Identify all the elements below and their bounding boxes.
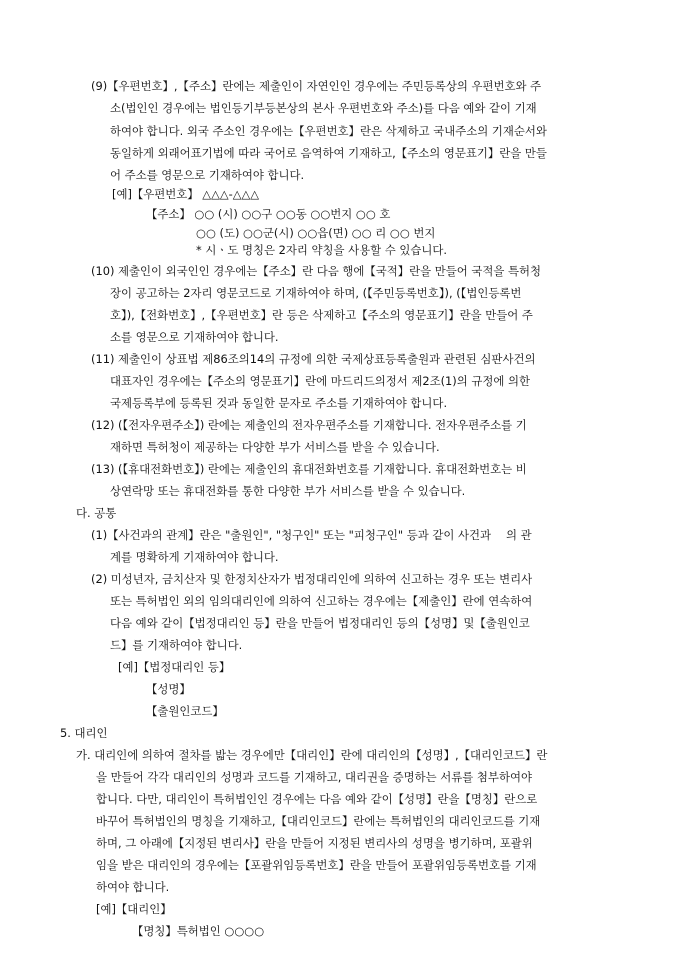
text-line: 합니다. 다만, 대리인이 특허법인인 경우에는 다음 예와 같이【성명】란을【명칭】란으로 xyxy=(96,792,538,806)
text-line: 하여야 합니다. 외국 주소인 경우에는【우편번호】란은 삭제하고 국내주소의 기재순서와 xyxy=(110,124,547,138)
text-line: (12) (【전자우편주소】) 란에는 제출인의 전자우편주소를 기재합니다. 전자우편주소를 기 xyxy=(91,418,527,432)
text-line: (11) 제출인이 상표법 제86조의14의 규정에 의한 국제상표등록출원과 관련된 심판사건의 xyxy=(91,352,536,366)
text-line: ○○ (도) ○○군(시) ○○읍(면) ○○ 리 ○○ 번지 xyxy=(196,226,436,240)
text-line: 을 만들어 각각 대리인의 성명과 코드를 기재하고, 대리권을 증명하는 서류를 첨부하여야 xyxy=(96,770,532,784)
text-line: 다음 예와 같이【법정대리인 등】란을 만들어 법정대리인 등의【성명】및【출원인코 xyxy=(110,616,530,630)
text-line: * 시ㆍ도 명칭은 2자리 약칭을 사용할 수 있습니다. xyxy=(196,243,447,257)
text-line: (10) 제출인이 외국인인 경우에는【주소】란 다음 행에【국적】란을 만들어 국적을 특허청 xyxy=(91,264,542,278)
text-line: 재하면 특허청이 제공하는 다양한 부가 서비스를 받을 수 있습니다. xyxy=(110,440,440,454)
text-line: 다. 공통 xyxy=(76,506,117,520)
text-line: 【명칭】특허법인 ○○○○ xyxy=(132,924,265,938)
text-line: 5. 대리인 xyxy=(60,726,108,740)
text-line: 계를 명확하게 기재하여야 합니다. xyxy=(110,550,279,564)
text-line: (2) 미성년자, 금치산자 및 한정치산자가 법정대리인에 의하여 신고하는 경우 또는 변리사 xyxy=(91,572,533,586)
text-line: 또는 특허법인 외의 임의대리인에 의하여 신고하는 경우에는【제출인】란에 연속하여 xyxy=(110,594,533,608)
text-line: [예]【우편번호】 △△△-△△△ xyxy=(112,187,259,201)
text-line: (1)【사건과의 관계】란은 "출원인", "청구인" 또는 "피청구인" 등과 같이 사건과 의 관 xyxy=(91,528,532,542)
text-line: 하며, 그 아래에【지정된 변리사】란을 만들어 지정된 변리사의 성명을 병기하며, 포괄위 xyxy=(96,836,533,850)
text-line: 소(법인인 경우에는 법인등기부등본상의 본사 우편번호와 주소)를 다음 예와 같이 기재 xyxy=(110,101,537,115)
text-line: 어 주소를 영문으로 기재하여야 합니다. xyxy=(110,168,305,182)
text-line: (13) (【휴대전화번호】) 란에는 제출인의 휴대전화번호를 기재합니다. 휴대전화번호는 비 xyxy=(91,462,527,476)
text-line: 국제등록부에 등록된 것과 동일한 문자로 주소를 기재하여야 합니다. xyxy=(110,396,448,410)
text-line: 상연락망 또는 휴대전화를 통한 다양한 부가 서비스를 받을 수 있습니다. xyxy=(110,484,466,498)
text-line: 드】를 기재하여야 합니다. xyxy=(110,638,243,652)
text-line: 하여야 합니다. xyxy=(96,880,170,894)
text-line: (9)【우편번호】,【주소】란에는 제출인이 자연인인 경우에는 주민등록상의 우편번호와 주 xyxy=(91,79,542,93)
text-line: 대표자인 경우에는【주소의 영문표기】란에 마드리드의정서 제2조(1)의 규정에 의한 xyxy=(110,374,530,388)
text-line: [예]【법정대리인 등】 xyxy=(118,660,231,674)
text-line: 바꾸어 특허법인의 명칭을 기재하고,【대리인코드】란에는 특허법인의 대리인코드를 기재 xyxy=(96,814,541,828)
text-line: 호】),【전화번호】,【우편번호】란 등은 삭제하고【주소의 영문표기】란을 만들어 주 xyxy=(110,308,533,322)
text-line: 【출원인코드】 xyxy=(146,704,224,718)
text-line: 소를 영문으로 기재하여야 합니다. xyxy=(110,330,279,344)
text-line: 가. 대리인에 의하여 절차를 밟는 경우에만【대리인】란에 대리인의【성명】,【대리인코드】란 xyxy=(76,748,548,762)
text-line: 【성명】 xyxy=(146,682,191,696)
text-line: [예]【대리인】 xyxy=(96,902,172,916)
text-line: 장이 공고하는 2자리 영문코드로 기재하여야 하며, (【주민등록번호】), (【법인등록번 xyxy=(110,286,522,300)
text-line: 임을 받은 대리인의 경우에는【포괄위임등록번호】란을 만들어 포괄위임등록번호를 기재 xyxy=(96,858,537,872)
text-line: 【주소】 ○○ (시) ○○구 ○○동 ○○번지 ○○ 호 xyxy=(146,207,391,221)
text-line: 동일하게 외래어표기법에 따라 국어로 음역하여 기재하고,【주소의 영문표기】란을 만들 xyxy=(110,146,547,160)
